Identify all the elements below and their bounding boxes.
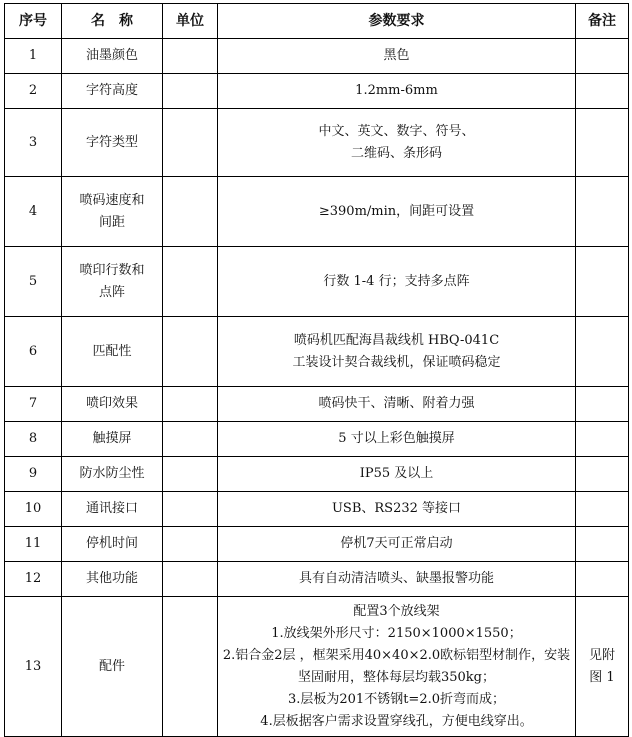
row-no: 10 (5, 492, 62, 527)
row-params-line: IP55 及以上 (359, 466, 434, 481)
row-name-line: 停机时间 (85, 536, 138, 551)
row-note-line: 见附 (588, 647, 615, 663)
row-params-line: 2.铝合金2层 ，框架采用40×40×2.0欧标铝型材制作，安装坚固耐用，整体每层均载350kg； (222, 647, 571, 685)
row-name (62, 317, 163, 387)
row-params (218, 562, 576, 597)
row-no: 1 (5, 39, 62, 74)
row-params (218, 317, 576, 387)
row-note (576, 527, 629, 562)
header-params: 参数要求 (218, 4, 576, 39)
row-unit (163, 177, 218, 247)
row-name (62, 39, 163, 74)
row-params-line: 4.层板据客户需求设置穿线孔，方便电线穿出。 (260, 713, 533, 729)
row-params-line: 3.层板为201不锈钢t=2.0折弯而成； (287, 691, 505, 707)
header-row (5, 4, 629, 39)
row-note (576, 177, 629, 247)
row-name-line: 通讯接口 (85, 501, 138, 516)
row-note (576, 109, 629, 177)
row-params-line: 1.放线架外形尺寸：2150×1000×1550； (271, 625, 522, 641)
row-params (218, 457, 576, 492)
row-params-line: 二维码、条形码 (350, 145, 442, 161)
row-name-line: 触摸屏 (92, 431, 132, 446)
row-params-line: 喷码快干、清晰、附着力强 (318, 396, 475, 411)
row-no: 11 (5, 527, 62, 562)
row-name (62, 387, 163, 422)
row-unit (163, 247, 218, 317)
table-row (5, 597, 629, 737)
header-no: 序号 (5, 4, 62, 39)
row-unit (163, 317, 218, 387)
row-unit (163, 109, 218, 177)
row-no: 12 (5, 562, 62, 597)
row-unit (163, 562, 218, 597)
row-name (62, 562, 163, 597)
row-no: 3 (5, 109, 62, 177)
row-params (218, 247, 576, 317)
row-params (218, 597, 576, 737)
row-params-line: 5 寸以上彩色触摸屏 (338, 431, 455, 446)
row-note (576, 457, 629, 492)
row-params-line: USB、RS232 等接口 (331, 501, 462, 516)
row-no: 5 (5, 247, 62, 317)
header-note: 备注 (576, 4, 629, 39)
row-params (218, 39, 576, 74)
row-params (218, 387, 576, 422)
row-no: 2 (5, 74, 62, 109)
row-name-line: 喷码速度和 (79, 192, 145, 208)
row-unit (163, 387, 218, 422)
row-note (576, 247, 629, 317)
row-params (218, 74, 576, 109)
row-name (62, 457, 163, 492)
row-name (62, 109, 163, 177)
row-name (62, 177, 163, 247)
row-no: 9 (5, 457, 62, 492)
row-params-line: 喷码机匹配海昌裁线机 HBQ-041C (293, 332, 500, 348)
row-no: 8 (5, 422, 62, 457)
row-name (62, 247, 163, 317)
row-params (218, 177, 576, 247)
row-params-line: ≥390m/min，间距可设置 (318, 203, 475, 219)
row-note (576, 562, 629, 597)
row-params (218, 527, 576, 562)
row-params-line: 中文、英文、数字、符号、 (318, 123, 475, 139)
table-row (5, 39, 629, 74)
spec-table (4, 3, 629, 737)
row-name (62, 597, 163, 737)
row-name-line: 防水防尘性 (79, 466, 145, 481)
row-name-line: 字符类型 (85, 134, 138, 150)
row-no: 4 (5, 177, 62, 247)
row-note (576, 39, 629, 74)
row-params-line: 工装设计契合裁线机，保证喷码稳定 (292, 354, 501, 370)
row-name (62, 492, 163, 527)
row-name-line: 匹配性 (92, 343, 132, 359)
row-unit (163, 457, 218, 492)
row-params (218, 422, 576, 457)
table-row (5, 317, 629, 387)
row-no: 6 (5, 317, 62, 387)
row-name (62, 74, 163, 109)
row-params-line: 1.2mm-6mm (355, 83, 438, 98)
row-note (576, 422, 629, 457)
table-row (5, 109, 629, 177)
row-name-line: 喷印效果 (85, 396, 138, 411)
row-name-line: 间距 (98, 214, 125, 230)
row-unit (163, 597, 218, 737)
row-unit (163, 39, 218, 74)
row-note (576, 74, 629, 109)
row-note (576, 597, 629, 737)
row-unit (163, 527, 218, 562)
row-note (576, 387, 629, 422)
row-note (576, 317, 629, 387)
table-row (5, 562, 629, 597)
row-no: 7 (5, 387, 62, 422)
row-name-line: 油墨颜色 (85, 48, 138, 63)
row-name-line: 配件 (98, 658, 125, 674)
row-name-line: 字符高度 (85, 83, 138, 98)
table-row (5, 527, 629, 562)
row-params (218, 492, 576, 527)
table-row (5, 492, 629, 527)
row-params-line: 黑色 (383, 48, 410, 63)
table-row (5, 177, 629, 247)
row-name (62, 422, 163, 457)
row-name (62, 527, 163, 562)
row-params-line: 具有自动清洁喷头、缺墨报警功能 (298, 571, 494, 586)
table-row (5, 387, 629, 422)
table-row (5, 457, 629, 492)
table-row (5, 74, 629, 109)
row-unit (163, 74, 218, 109)
row-name-line: 其他功能 (85, 571, 138, 586)
row-unit (163, 492, 218, 527)
row-params-line: 行数 1-4 行；支持多点阵 (323, 273, 470, 289)
table-row (5, 422, 629, 457)
row-note (576, 492, 629, 527)
row-no: 13 (5, 597, 62, 737)
row-name-line: 点阵 (98, 284, 125, 300)
row-name-line: 喷印行数和 (79, 262, 145, 278)
row-note-line: 图 1 (589, 669, 615, 685)
row-params-line: 停机7天可正常启动 (340, 536, 453, 551)
row-unit (163, 422, 218, 457)
row-params-line: 配置3个放线架 (353, 603, 440, 619)
header-name: 名 称 (62, 4, 163, 39)
row-params (218, 109, 576, 177)
header-unit: 单位 (163, 4, 218, 39)
table-row (5, 247, 629, 317)
